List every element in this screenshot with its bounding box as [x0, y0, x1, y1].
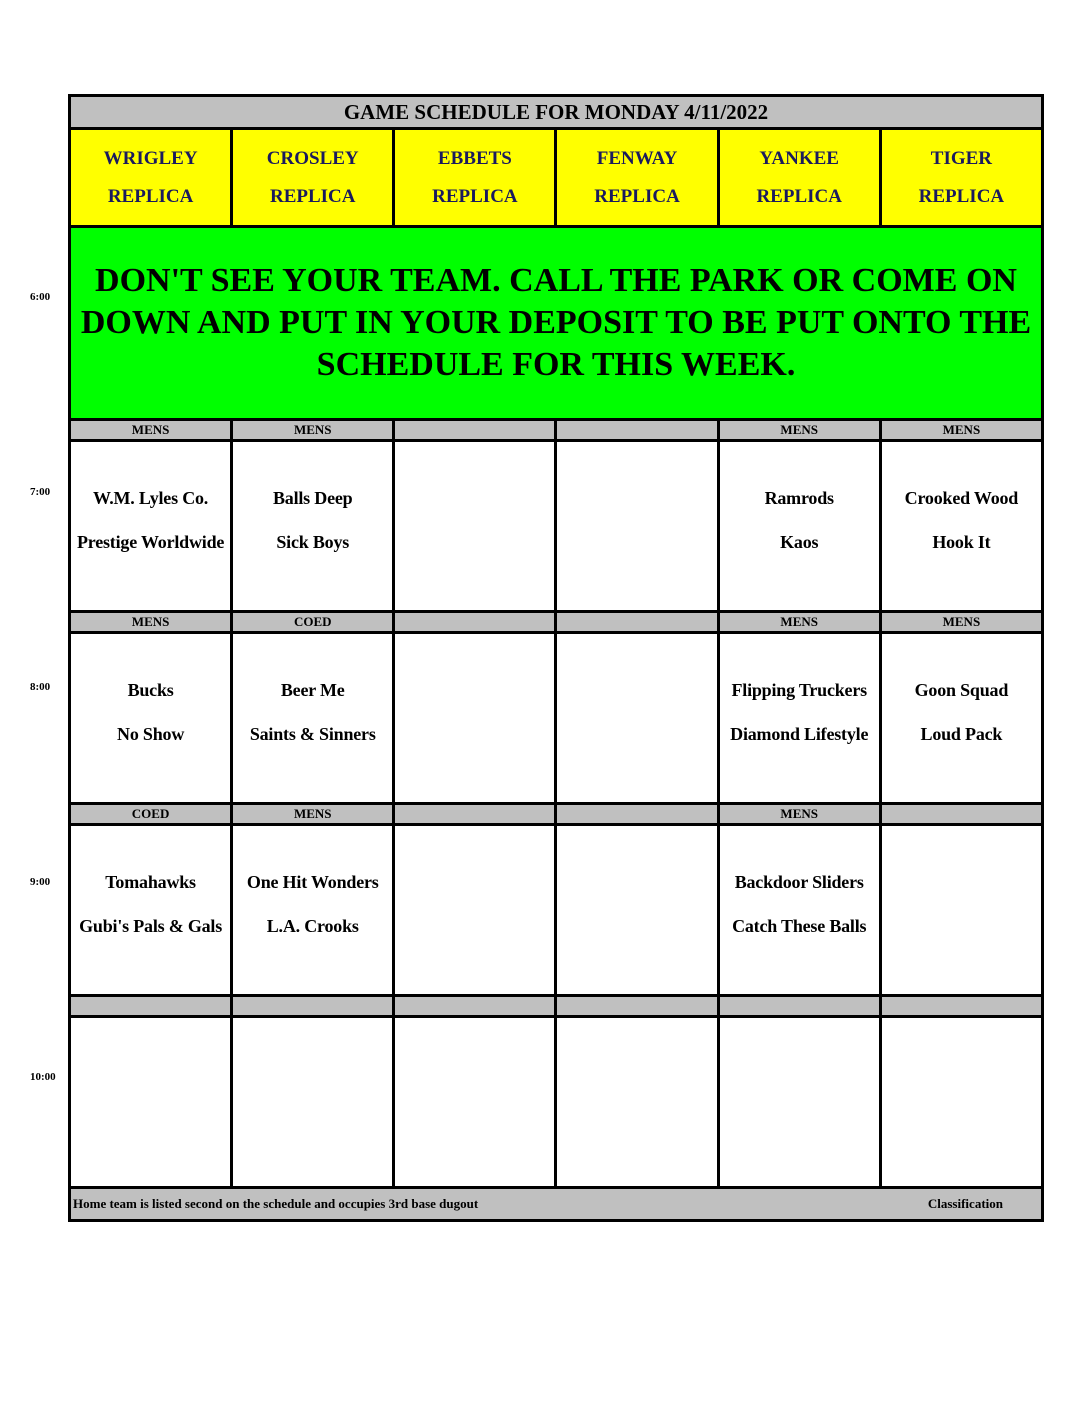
classification-cell — [556, 996, 718, 1017]
home-team — [557, 910, 716, 994]
home-team — [557, 718, 716, 802]
field-header — [70, 129, 232, 227]
classification-row — [70, 420, 1043, 441]
away-team: Flipping Truckers — [731, 680, 867, 700]
away-team — [557, 634, 716, 718]
game-cell — [70, 633, 232, 804]
field-header — [556, 129, 718, 227]
field-name: CROSLEY — [266, 147, 359, 169]
game-cell — [718, 441, 880, 612]
home-team — [233, 1102, 392, 1186]
game-cell — [556, 825, 718, 996]
home-team: Kaos — [780, 532, 819, 552]
home-team: Catch These Balls — [732, 916, 867, 936]
schedule-title: GAME SCHEDULE FOR MONDAY 4/11/2022 — [70, 96, 1043, 129]
classification-cell — [70, 996, 232, 1017]
field-sub: REPLICA — [432, 185, 518, 207]
home-team — [720, 1102, 879, 1186]
away-team — [557, 1018, 716, 1102]
game-cell — [394, 441, 556, 612]
classification-cell — [394, 612, 556, 633]
classification-cell: MENS — [70, 612, 232, 633]
away-team: Goon Squad — [914, 680, 1009, 700]
home-team — [395, 910, 554, 994]
home-team — [395, 526, 554, 610]
classification-cell — [880, 804, 1042, 825]
time-label-9: 9:00 — [30, 876, 51, 888]
home-team: Loud Pack — [920, 724, 1003, 744]
time-label-10: 10:00 — [30, 1071, 56, 1083]
home-team: Prestige Worldwide — [76, 532, 225, 552]
field-name: FENWAY — [596, 147, 678, 169]
time-label-8: 8:00 — [30, 681, 51, 693]
away-team: Beer Me — [280, 680, 345, 700]
classification-cell: MENS — [718, 612, 880, 633]
home-team — [557, 1102, 716, 1186]
time-label-7: 7:00 — [30, 486, 51, 498]
game-row — [70, 441, 1043, 612]
home-team: L.A. Crooks — [266, 916, 359, 936]
field-name: WRIGLEY — [103, 147, 198, 169]
field-header — [718, 129, 880, 227]
game-cell — [394, 825, 556, 996]
away-team: W.M. Lyles Co. — [93, 488, 209, 508]
home-team: Saints & Sinners — [249, 724, 376, 744]
game-cell — [70, 441, 232, 612]
away-team — [395, 442, 554, 526]
field-sub: REPLICA — [756, 185, 842, 207]
away-team: Bucks — [127, 680, 174, 700]
game-cell — [880, 1017, 1042, 1188]
away-team: Crooked Wood — [904, 488, 1019, 508]
field-sub: REPLICA — [918, 185, 1005, 207]
home-team: No Show — [117, 724, 185, 744]
field-sub: REPLICA — [269, 185, 356, 207]
away-team — [557, 442, 716, 526]
away-team: Backdoor Sliders — [734, 872, 864, 892]
field-sub: REPLICA — [594, 185, 680, 207]
classification-cell — [394, 420, 556, 441]
classification-cell: MENS — [718, 420, 880, 441]
home-team — [395, 718, 554, 802]
classification-cell — [556, 420, 718, 441]
game-cell — [394, 633, 556, 804]
away-team: Ramrods — [764, 488, 834, 508]
game-cell — [880, 633, 1042, 804]
field-header — [394, 129, 556, 227]
game-cell — [232, 1017, 394, 1188]
game-cell — [718, 633, 880, 804]
classification-row — [70, 612, 1043, 633]
away-team: One Hit Wonders — [246, 872, 379, 892]
home-team — [395, 1102, 554, 1186]
classification-cell — [394, 804, 556, 825]
away-team: Balls Deep — [272, 488, 353, 508]
away-team — [395, 826, 554, 910]
game-row — [70, 825, 1043, 996]
home-team: Sick Boys — [276, 532, 350, 552]
field-header-row — [70, 129, 1043, 227]
home-team: Hook It — [932, 532, 991, 552]
away-team — [395, 634, 554, 718]
game-cell — [556, 1017, 718, 1188]
game-row — [70, 1017, 1043, 1188]
game-cell — [70, 1017, 232, 1188]
classification-cell: MENS — [718, 804, 880, 825]
time-label-6: 6:00 — [30, 291, 51, 303]
game-cell — [556, 441, 718, 612]
classification-cell — [232, 996, 394, 1017]
game-cell — [718, 825, 880, 996]
home-team: Diamond Lifestyle — [730, 724, 869, 744]
classification-cell — [718, 996, 880, 1017]
field-header — [880, 129, 1042, 227]
game-cell — [232, 441, 394, 612]
footer-classification: Classification — [927, 1196, 1003, 1211]
field-sub: REPLICA — [107, 185, 194, 207]
classification-cell — [556, 804, 718, 825]
footer-bar — [70, 1188, 1043, 1221]
field-header — [232, 129, 394, 227]
game-cell — [70, 825, 232, 996]
classification-cell: MENS — [880, 420, 1042, 441]
game-cell — [556, 633, 718, 804]
away-team — [720, 1018, 879, 1102]
schedule-table — [68, 94, 1044, 1222]
field-name: YANKEE — [759, 147, 839, 169]
away-team — [882, 1018, 1041, 1102]
classification-row — [70, 804, 1043, 825]
away-team — [395, 1018, 554, 1102]
home-team — [71, 1102, 230, 1186]
field-name: TIGER — [930, 147, 993, 169]
footer-note: Home team is listed second on the schedule and occupies 3rd base dugout — [73, 1196, 479, 1211]
classification-cell: MENS — [232, 804, 394, 825]
classification-row — [70, 996, 1043, 1017]
game-cell — [232, 825, 394, 996]
away-team — [71, 1018, 230, 1102]
home-team: Gubi's Pals & Gals — [79, 916, 223, 936]
away-team — [557, 826, 716, 910]
classification-cell: MENS — [880, 612, 1042, 633]
notice-banner: DON'T SEE YOUR TEAM. CALL THE PARK OR COME ON DOWN AND PUT IN YOUR DEPOSIT TO BE PUT ONTO THE SCHEDULE FOR THIS WEEK. — [70, 227, 1043, 420]
classification-cell — [556, 612, 718, 633]
home-team — [882, 1102, 1041, 1186]
game-cell — [880, 441, 1042, 612]
away-team — [882, 826, 1041, 910]
classification-cell: COED — [232, 612, 394, 633]
home-team — [882, 910, 1041, 994]
classification-cell — [880, 996, 1042, 1017]
game-cell — [394, 1017, 556, 1188]
game-cell — [232, 633, 394, 804]
away-team: Tomahawks — [105, 872, 196, 892]
classification-cell: MENS — [232, 420, 394, 441]
classification-cell: COED — [70, 804, 232, 825]
classification-cell: MENS — [70, 420, 232, 441]
game-row — [70, 633, 1043, 804]
away-team — [233, 1018, 392, 1102]
game-cell — [880, 825, 1042, 996]
game-cell — [718, 1017, 880, 1188]
classification-cell — [394, 996, 556, 1017]
field-name: EBBETS — [437, 147, 512, 169]
home-team — [557, 526, 716, 610]
